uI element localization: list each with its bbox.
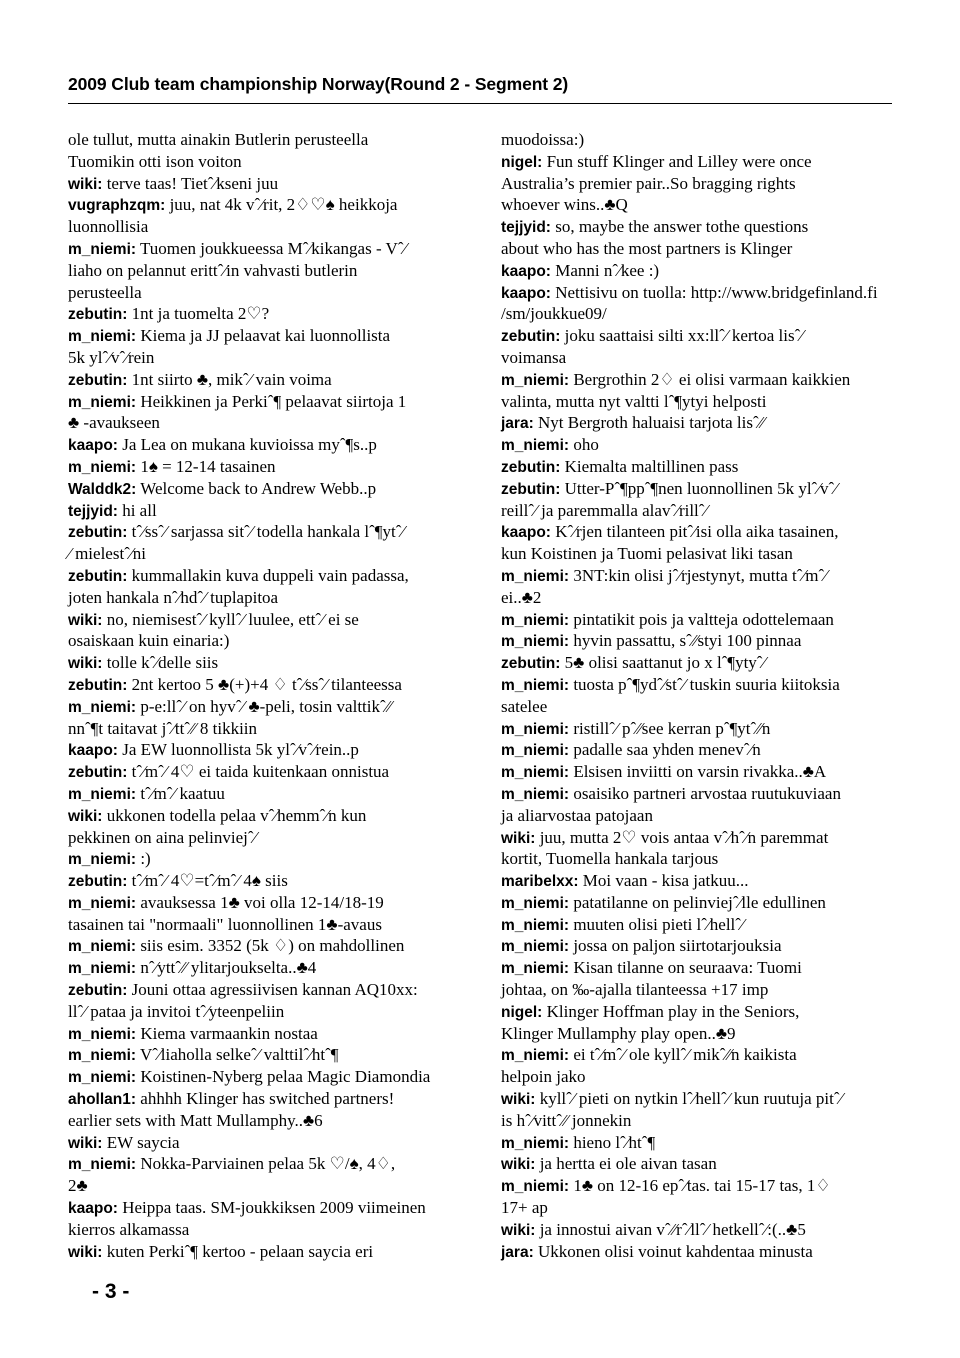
chat-line xyxy=(68,238,468,260)
chat-message-text: hyvin passattu, sˆ⁄⁄styi 100 pinnaa xyxy=(569,631,802,651)
chat-nickname: m_niemi: xyxy=(501,785,570,803)
chat-line xyxy=(68,434,468,456)
chat-line xyxy=(501,1044,901,1066)
chat-message-text: kummallakin kuva duppeli vain padassa, xyxy=(127,565,409,585)
chat-line xyxy=(68,609,468,631)
chat-nickname: zebutin: xyxy=(68,524,128,542)
chat-nickname: m_niemi: xyxy=(501,916,570,934)
chat-line xyxy=(68,1110,468,1132)
chat-message-text: whoever wins..♣Q xyxy=(501,195,628,215)
chat-message-text: 1♣ on 12-16 epˆ⁄tas. tai 15-17 tas, 1♢ xyxy=(569,1176,831,1196)
chat-message-text: ⁄ mielestˆ⁄ni xyxy=(68,544,146,564)
chat-line xyxy=(68,1044,468,1066)
chat-message-text: is hˆ⁄vittˆ⁄⁄ jonnekin xyxy=(501,1110,632,1130)
chat-message-text: Ukkonen olisi voinut kahdentaa minusta xyxy=(533,1241,813,1261)
chat-nickname: zebutin: xyxy=(68,873,128,891)
chat-nickname: zebutin: xyxy=(68,567,128,585)
chat-message-text: ahhhh Klinger has switched partners! xyxy=(136,1089,395,1109)
chat-message-text: Kiemalta maltillinen pass xyxy=(560,456,739,476)
chat-line xyxy=(501,1001,901,1023)
chat-nickname: wiki: xyxy=(501,1221,536,1239)
chat-message-text: tuosta pˆ¶ydˆ⁄stˆ⁄ tuskin suuria kiitoksia xyxy=(569,674,840,694)
chat-message-text: Elsisen inviitti on varsin rivakka..♣A xyxy=(569,762,827,782)
chat-nickname: zebutin: xyxy=(68,764,128,782)
chat-line xyxy=(68,761,468,783)
chat-message-text: 17+ ap xyxy=(501,1198,548,1218)
chat-message-text: Koistinen-Nyberg pelaa Magic Diamondia xyxy=(136,1067,431,1087)
chat-message-text: padalle saa yhden menevˆ⁄n xyxy=(569,740,761,760)
chat-line xyxy=(501,412,901,434)
chat-nickname: m_niemi: xyxy=(68,1069,137,1087)
chat-line xyxy=(68,194,468,216)
chat-message-text: ja aliarvostaa patojaan xyxy=(501,805,653,825)
chat-message-text: Ja Lea on mukana kuvioissa myˆ¶s..p xyxy=(117,435,377,455)
chat-nickname: m_niemi: xyxy=(68,698,137,716)
chat-nickname: wiki: xyxy=(68,655,103,673)
chat-line xyxy=(501,1241,901,1263)
chat-line xyxy=(68,870,468,892)
chat-nickname: m_niemi: xyxy=(501,720,570,738)
chat-message-text: Kisan tilanne on seuraava: Tuomi xyxy=(569,958,802,978)
chat-line xyxy=(68,1153,468,1175)
chat-message-text: osaisiko partneri arvostaa ruutukuviaan xyxy=(569,783,841,803)
chat-message-text: ukkonen todella pelaa vˆ⁄hemmˆ⁄n kun xyxy=(102,805,367,825)
chat-line xyxy=(68,979,468,1001)
chat-line xyxy=(68,957,468,979)
chat-message-text: Klinger Mullamphy play open..♣9 xyxy=(501,1023,736,1043)
chat-line xyxy=(501,194,901,216)
chat-message-text: no, niemisestˆ⁄ kyllˆ⁄ luulee, ettˆ⁄ ei se xyxy=(102,609,359,629)
chat-line xyxy=(68,892,468,914)
chat-line xyxy=(501,369,901,391)
chat-message-text: muuten olisi pieti lˆ⁄hellˆ⁄ xyxy=(569,914,744,934)
chat-line xyxy=(68,652,468,674)
chat-message-text: Tuomikin otti ison voiton xyxy=(68,151,242,171)
header-divider xyxy=(68,103,892,104)
chat-line xyxy=(501,347,901,369)
chat-message-text: 3NT:kin olisi jˆ⁄rjestynyt, mutta tˆ⁄mˆ⁄ xyxy=(569,565,827,585)
chat-message-text: Nokka-Parviainen pelaa 5k ♡/♠, 4♢, xyxy=(136,1154,396,1174)
chat-line xyxy=(68,696,468,718)
chat-message-text: tolle kˆ⁄delle siis xyxy=(102,653,219,673)
chat-line xyxy=(501,870,901,892)
chat-line xyxy=(68,565,468,587)
chat-line xyxy=(501,609,901,631)
chat-line xyxy=(68,478,468,500)
chat-nickname: maribelxx: xyxy=(501,873,579,891)
chat-nickname: m_niemi: xyxy=(501,764,570,782)
chat-log-right-column xyxy=(501,129,901,1262)
chat-nickname: m_niemi: xyxy=(501,611,570,629)
chat-message-text: llˆ⁄ pataa ja invitoi tˆ⁄yteenpeliin xyxy=(68,1001,285,1021)
chat-line xyxy=(501,216,901,238)
chat-nickname: m_niemi: xyxy=(68,894,137,912)
chat-message-text: EW saycia xyxy=(102,1132,180,1152)
chat-line xyxy=(68,1219,468,1241)
chat-nickname: m_niemi: xyxy=(501,1047,570,1065)
chat-message-text: patatilanne on pelinviejˆ⁄lle edullinen xyxy=(569,892,826,912)
chat-nickname: zebutin: xyxy=(68,306,128,324)
chat-line xyxy=(501,1219,901,1241)
chat-nickname: zebutin: xyxy=(501,480,561,498)
chat-nickname: wiki: xyxy=(501,829,536,847)
chat-message-text: ristillˆ⁄ pˆ⁄⁄see kerran pˆ¶ytˆ⁄⁄n xyxy=(569,718,771,738)
chat-message-text: 1nt ja tuomelta 2♡? xyxy=(127,304,270,324)
chat-nickname: nigel: xyxy=(501,1003,543,1021)
chat-line xyxy=(501,282,901,304)
chat-line xyxy=(501,979,901,1001)
chat-message-text: hieno lˆ⁄htˆ¶ xyxy=(569,1132,656,1152)
chat-nickname: kaapo: xyxy=(68,742,118,760)
chat-line xyxy=(501,718,901,740)
chat-message-text: kierros alkamassa xyxy=(68,1219,190,1239)
chat-nickname: Walddk2: xyxy=(68,480,137,498)
chat-message-text: siis esim. 3352 (5k ♢) on mahdollinen xyxy=(136,936,405,956)
chat-line xyxy=(501,434,901,456)
chat-nickname: zebutin: xyxy=(501,458,561,476)
chat-nickname: nigel: xyxy=(501,153,543,171)
chat-nickname: zebutin: xyxy=(68,371,128,389)
chat-line xyxy=(501,500,901,522)
chat-nickname: m_niemi: xyxy=(501,371,570,389)
chat-line xyxy=(68,1088,468,1110)
chat-line xyxy=(501,238,901,260)
chat-line xyxy=(68,1175,468,1197)
chat-line xyxy=(68,282,468,304)
chat-message-text: joten hankala nˆ⁄hdˆ⁄ tuplapitoa xyxy=(68,587,279,607)
chat-line xyxy=(68,391,468,413)
chat-message-text: ♣ -avaukseen xyxy=(68,413,160,433)
chat-message-text: kuten Perkiˆ¶ kertoo - pelaan saycia eri xyxy=(102,1241,374,1261)
chat-line xyxy=(501,630,901,652)
chat-message-text: p-e:llˆ⁄ on hyvˆ⁄ ♣-peli, tosin valttikˆ⁄⁄ xyxy=(136,696,392,716)
chat-message-text: tˆ⁄ssˆ⁄ sarjassa sitˆ⁄ todella hankala lˆ¶ytˆ⁄ xyxy=(127,522,405,542)
chat-message-text: 5k ylˆ⁄vˆ⁄rein xyxy=(68,347,155,367)
chat-nickname: m_niemi: xyxy=(68,1156,137,1174)
chat-nickname: m_niemi: xyxy=(68,938,137,956)
chat-line xyxy=(68,1066,468,1088)
chat-message-text: osaiskaan kuin einaria:) xyxy=(68,631,230,651)
chat-nickname: m_niemi: xyxy=(68,785,137,803)
chat-message-text: pintatikit pois ja valtteja odottelemaan xyxy=(569,609,834,629)
chat-message-text: liaho on pelannut erittˆ⁄in vahvasti butlerin xyxy=(68,260,358,280)
chat-line xyxy=(68,1132,468,1154)
chat-line xyxy=(501,129,901,151)
chat-message-text: reillˆ⁄ ja paremmalla alavˆ⁄rillˆ⁄ xyxy=(501,500,708,520)
chat-message-text: Kiema ja JJ pelaavat kai luonnollista xyxy=(136,326,391,346)
chat-message-text: Kˆ⁄rjen tilanteen pitˆ⁄isi olla aika tasainen, xyxy=(550,522,839,542)
chat-line xyxy=(501,1197,901,1219)
chat-message-text: Tuomen joukkueessa Mˆ⁄kikangas - Vˆ⁄ xyxy=(136,238,407,258)
chat-nickname: m_niemi: xyxy=(68,328,137,346)
chat-nickname: m_niemi: xyxy=(68,851,137,869)
chat-nickname: ahollan1: xyxy=(68,1091,137,1109)
chat-message-text: Nyt Bergroth haluaisi tarjota lisˆ⁄⁄ xyxy=(533,413,765,433)
chat-message-text: kyllˆ⁄ pieti on nytkin lˆ⁄hellˆ⁄ kun ruutuja pitˆ⁄ xyxy=(535,1089,843,1109)
chat-message-text: juu, mutta 2♡ vois antaa vˆ⁄hˆ⁄n paremmat xyxy=(535,827,829,847)
chat-line xyxy=(68,347,468,369)
chat-message-text: 2♣ xyxy=(68,1176,88,1196)
chat-message-text: ei tˆ⁄mˆ⁄ ole kyllˆ⁄ mikˆ⁄⁄n kaikista xyxy=(569,1045,797,1065)
chat-line xyxy=(501,391,901,413)
page-number: - 3 - xyxy=(92,1280,130,1303)
chat-message-text: 5♣ olisi saattanut jo x lˆ¶ytyˆ⁄ xyxy=(560,653,766,673)
chat-line xyxy=(68,805,468,827)
chat-nickname: zebutin: xyxy=(501,328,561,346)
chat-message-text: tˆ⁄mˆ⁄ 4♡=tˆ⁄mˆ⁄ 4♠ siis xyxy=(127,871,288,891)
chat-message-text: Nettisivu on tuolla: http://www.bridgefinland.fi xyxy=(550,282,878,302)
chat-line xyxy=(501,260,901,282)
chat-message-text: kortit, Tuomella hankala tarjous xyxy=(501,849,719,869)
chat-line xyxy=(68,521,468,543)
chat-message-text: oho xyxy=(569,435,599,455)
chat-line xyxy=(501,565,901,587)
chat-nickname: m_niemi: xyxy=(501,676,570,694)
chat-nickname: m_niemi: xyxy=(68,393,137,411)
chat-nickname: wiki: xyxy=(68,175,103,193)
chat-nickname: m_niemi: xyxy=(501,567,570,585)
chat-line xyxy=(501,761,901,783)
chat-nickname: wiki: xyxy=(68,807,103,825)
chat-line xyxy=(501,935,901,957)
chat-line xyxy=(501,805,901,827)
chat-message-text: valinta, mutta nyt valtti lˆ¶ytyi helposti xyxy=(501,391,767,411)
chat-message-text: voimansa xyxy=(501,347,567,367)
chat-message-text: Jouni ottaa agressiivisen kannan AQ10xx: xyxy=(127,980,418,1000)
chat-message-text: ei..♣2 xyxy=(501,587,542,607)
chat-message-text: Ja EW luonnollista 5k ylˆ⁄vˆ⁄rein..p xyxy=(117,740,359,760)
chat-line xyxy=(501,173,901,195)
chat-line xyxy=(501,1088,901,1110)
chat-message-text: earlier sets with Matt Mullamphy..♣6 xyxy=(68,1110,323,1130)
chat-line xyxy=(501,696,901,718)
chat-line xyxy=(501,521,901,543)
chat-line xyxy=(501,325,901,347)
chat-line xyxy=(68,173,468,195)
chat-line xyxy=(68,543,468,565)
chat-line xyxy=(501,739,901,761)
chat-line xyxy=(501,478,901,500)
chat-message-text: Manni nˆ⁄kee :) xyxy=(550,260,660,280)
chat-nickname: tejjyid: xyxy=(68,502,118,520)
chat-line xyxy=(501,652,901,674)
chat-nickname: kaapo: xyxy=(501,262,551,280)
chat-nickname: wiki: xyxy=(68,611,103,629)
chat-message-text: satelee xyxy=(501,696,548,716)
chat-message-text: Klinger Hoffman play in the Seniors, xyxy=(542,1001,800,1021)
chat-line xyxy=(501,1023,901,1045)
chat-line xyxy=(68,216,468,238)
chat-nickname: kaapo: xyxy=(501,284,551,302)
chat-line xyxy=(68,260,468,282)
chat-message-text: nˆ⁄yttˆ⁄⁄ ylitarjoukselta..♣4 xyxy=(136,958,317,978)
chat-nickname: m_niemi: xyxy=(501,894,570,912)
chat-message-text: Kiema varmaankin nostaa xyxy=(136,1023,318,1043)
chat-line xyxy=(68,848,468,870)
chat-message-text: 1♠ = 12-14 tasainen xyxy=(136,456,276,476)
chat-nickname: m_niemi: xyxy=(68,1025,137,1043)
chat-nickname: zebutin: xyxy=(68,982,128,1000)
chat-nickname: vugraphzqm: xyxy=(68,197,166,215)
chat-line xyxy=(68,412,468,434)
chat-line xyxy=(68,783,468,805)
chat-line xyxy=(68,1241,468,1263)
chat-line xyxy=(68,500,468,522)
chat-message-text: ole tullut, mutta ainakin Butlerin perusteella xyxy=(68,130,369,149)
chat-message-text: Bergrothin 2♢ ei olisi varmaan kaikkien xyxy=(569,369,851,389)
chat-message-text: joku saattaisi silti xx:llˆ⁄ kertoa lisˆ⁄ xyxy=(560,326,804,346)
chat-message-text: Vˆ⁄liaholla selkeˆ⁄ valttilˆ⁄htˆ¶ xyxy=(136,1045,339,1065)
chat-line xyxy=(501,674,901,696)
chat-nickname: wiki: xyxy=(501,1091,536,1109)
chat-line xyxy=(68,739,468,761)
chat-message-text: Australia’s premier pair..So bragging rights xyxy=(501,173,796,193)
chat-message-text: avauksessa 1♣ voi olla 12-14/18-19 xyxy=(136,892,384,912)
chat-line xyxy=(68,718,468,740)
chat-message-text: perusteella xyxy=(68,282,142,302)
chat-line xyxy=(501,827,901,849)
chat-log-left-column xyxy=(68,129,468,1262)
chat-nickname: kaapo: xyxy=(501,524,551,542)
chat-line xyxy=(68,630,468,652)
chat-line xyxy=(501,1110,901,1132)
chat-line xyxy=(68,587,468,609)
chat-nickname: wiki: xyxy=(68,1134,103,1152)
chat-nickname: zebutin: xyxy=(501,655,561,673)
chat-message-text: terve taas! Tietˆ⁄kseni juu xyxy=(102,173,279,193)
chat-message-text: /sm/joukkue09/ xyxy=(501,304,607,324)
chat-message-text: jossa on paljon siirtotarjouksia xyxy=(569,936,782,956)
chat-line xyxy=(68,325,468,347)
chat-message-text: hi all xyxy=(117,500,157,520)
chat-nickname: m_niemi: xyxy=(501,742,570,760)
chat-line xyxy=(501,1066,901,1088)
chat-nickname: m_niemi: xyxy=(68,1047,137,1065)
chat-line xyxy=(501,543,901,565)
chat-nickname: m_niemi: xyxy=(501,960,570,978)
chat-line xyxy=(68,369,468,391)
chat-message-text: :) xyxy=(136,849,151,869)
chat-message-text: kun Koistinen ja Tuomi pelasivat liki tasan xyxy=(501,544,793,564)
chat-message-text: johtaa, on ‰-ajalla tilanteessa +17 imp xyxy=(501,980,769,1000)
chat-line xyxy=(501,892,901,914)
chat-nickname: tejjyid: xyxy=(501,219,551,237)
chat-line xyxy=(501,783,901,805)
chat-line xyxy=(501,848,901,870)
chat-line xyxy=(501,1132,901,1154)
chat-line xyxy=(68,674,468,696)
chat-nickname: zebutin: xyxy=(68,676,128,694)
chat-line xyxy=(68,1197,468,1219)
chat-line xyxy=(68,303,468,325)
chat-message-text: nnˆ¶t taitavat jˆ⁄ttˆ⁄⁄ 8 tikkiin xyxy=(68,718,258,738)
chat-line xyxy=(501,1153,901,1175)
chat-line xyxy=(68,456,468,478)
chat-message-text: Welcome back to Andrew Webb..p xyxy=(136,478,377,498)
chat-line xyxy=(501,587,901,609)
chat-line xyxy=(68,1001,468,1023)
chat-message-text: muodoissa:) xyxy=(501,130,585,149)
chat-message-text: ja innostui aivan vˆ⁄⁄rˆ⁄llˆ⁄ hetkellˆ⁄:(..♣5 xyxy=(535,1219,806,1239)
chat-nickname: jara: xyxy=(501,1243,534,1261)
chat-message-text: luonnollisia xyxy=(68,217,149,237)
chat-nickname: wiki: xyxy=(68,1243,103,1261)
chat-line xyxy=(501,914,901,936)
chat-nickname: jara: xyxy=(501,415,534,433)
chat-message-text: Heippa taas. SM-joukkiksen 2009 viimeinen xyxy=(117,1198,426,1218)
chat-message-text: tasainen tai "normaali" luonnollinen 1♣-avaus xyxy=(68,914,382,934)
chat-nickname: kaapo: xyxy=(68,437,118,455)
chat-nickname: m_niemi: xyxy=(68,960,137,978)
chat-message-text: Utter-Pˆ¶ppˆ¶nen luonnollinen 5k ylˆ⁄vˆ⁄ xyxy=(560,478,838,498)
chat-message-text: tˆ⁄mˆ⁄ 4♡ ei taida kuitenkaan onnistua xyxy=(127,762,390,782)
chat-line xyxy=(501,303,901,325)
chat-nickname: m_niemi: xyxy=(501,1134,570,1152)
chat-nickname: m_niemi: xyxy=(501,437,570,455)
chat-line xyxy=(68,914,468,936)
chat-message-text: 1nt siirto ♣, mikˆ⁄ vain voima xyxy=(127,369,332,389)
chat-message-text: ja hertta ei ole aivan tasan xyxy=(535,1154,717,1174)
chat-nickname: m_niemi: xyxy=(501,1178,570,1196)
chat-message-text: 2nt kertoo 5 ♣(+)+4 ♢ tˆ⁄ssˆ⁄ tilanteessa xyxy=(127,674,402,694)
chat-message-text: tˆ⁄mˆ⁄ kaatuu xyxy=(136,783,225,803)
chat-line xyxy=(501,957,901,979)
chat-line xyxy=(68,129,468,151)
chat-line xyxy=(68,151,468,173)
chat-message-text: helpoin jako xyxy=(501,1067,586,1087)
document-title: 2009 Club team championship Norway(Round 2 - Segment 2) xyxy=(68,74,569,94)
chat-nickname: m_niemi: xyxy=(68,458,137,476)
chat-line xyxy=(68,935,468,957)
chat-message-text: about who has the most partners is Klinger xyxy=(501,238,793,258)
chat-nickname: m_niemi: xyxy=(501,633,570,651)
chat-line xyxy=(501,151,901,173)
chat-nickname: m_niemi: xyxy=(68,240,137,258)
chat-message-text: juu, nat 4k vˆ⁄rit, 2♢♡♠ heikkoja xyxy=(165,195,398,215)
chat-message-text: pekkinen on aina pelinviejˆ⁄ xyxy=(68,827,257,847)
chat-message-text: Heikkinen ja Perkiˆ¶ pelaavat siirtoja 1 xyxy=(136,391,407,411)
chat-message-text: so, maybe the answer tothe questions xyxy=(550,217,809,237)
chat-nickname: m_niemi: xyxy=(501,938,570,956)
chat-line xyxy=(68,827,468,849)
chat-message-text: Moi vaan - kisa jatkuu... xyxy=(578,871,749,891)
chat-nickname: kaapo: xyxy=(68,1200,118,1218)
chat-line xyxy=(501,456,901,478)
chat-nickname: wiki: xyxy=(501,1156,536,1174)
chat-message-text: Fun stuff Klinger and Lilley were once xyxy=(542,151,812,171)
chat-line xyxy=(68,1023,468,1045)
chat-line xyxy=(501,1175,901,1197)
